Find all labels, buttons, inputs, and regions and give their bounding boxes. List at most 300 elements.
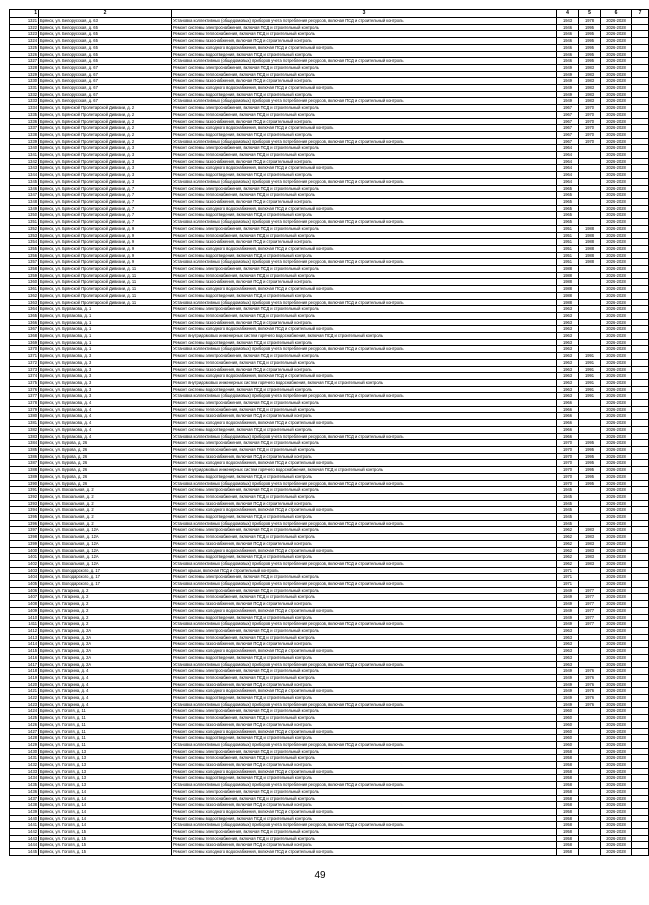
address-cell: Брянск, ул. Белорусская, д. 65 [39,31,172,38]
notes-cell [632,487,649,494]
year-built-cell: 1963 [557,373,579,380]
table-row [10,621,649,628]
year-last-repair-cell: 1983 [579,560,601,567]
work-type-cell: Ремонт системы холодного водоснабжения, включая ПСД и строительный контроль [172,768,557,775]
notes-cell [632,433,649,440]
repair-period-cell: 2026-2028 [601,708,632,715]
address-cell: Брянск, ул. Гагарина, д. 2А [39,627,172,634]
notes-cell [632,460,649,467]
repair-period-cell: 2026-2028 [601,748,632,755]
year-last-repair-cell [579,567,601,574]
year-built-cell: 1949 [557,98,579,105]
year-built-cell: 1958 [557,808,579,815]
table-row [10,118,649,125]
notes-cell [632,641,649,648]
address-cell: Брянск, ул. Вокзальная, д. 12А [39,554,172,561]
row-number-cell: 1351 [10,219,39,226]
year-last-repair-cell [579,768,601,775]
repair-period-cell: 2026-2028 [601,829,632,836]
year-built-cell: 1965 [557,185,579,192]
repair-period-cell: 2026-2028 [601,741,632,748]
address-cell: Брянск, ул. Брянской Пролетарской Дивизии, д. 11 [39,272,172,279]
row-number-cell: 1358 [10,266,39,273]
repair-period-cell: 2026-2028 [601,493,632,500]
row-number-cell: 1359 [10,272,39,279]
address-cell: Брянск, ул. Бурова, д. 26 [39,473,172,480]
year-built-cell: 1963 [557,346,579,353]
repair-period-cell: 2026-2028 [601,654,632,661]
year-built-cell: 1946 [557,51,579,58]
notes-cell [632,762,649,769]
notes-cell [632,266,649,273]
repair-period-cell: 2026-2028 [601,71,632,78]
address-cell: Брянск, ул. Гоголя, д. 14 [39,795,172,802]
address-cell: Брянск, ул. Брянской Пролетарской Дивизии, д. 11 [39,266,172,273]
row-number-cell: 1429 [10,741,39,748]
notes-cell [632,51,649,58]
row-number-cell: 1376 [10,386,39,393]
notes-cell [632,453,649,460]
year-built-cell: 1964 [557,152,579,159]
table-row [10,728,649,735]
row-number-cell: 1368 [10,333,39,340]
row-number-cell: 1382 [10,426,39,433]
row-number-cell: 1391 [10,487,39,494]
year-built-cell: 1963 [557,386,579,393]
notes-cell [632,654,649,661]
address-cell: Брянск, ул. Брянской Пролетарской Дивизии, д. 3 [39,152,172,159]
work-type-cell: Ремонт системы теплоснабжения, включая ПСД и строительный контроль [172,71,557,78]
row-number-cell: 1439 [10,808,39,815]
work-type-cell: Ремонт системы водоотведения, включая ПСД и строительный контроль [172,51,557,58]
year-last-repair-cell [579,212,601,219]
table-row [10,634,649,641]
work-type-cell: Ремонт системы водоотведения, включая ПСД и строительный контроль [172,386,557,393]
work-type-cell: Ремонт системы теплоснабжения, включая ПСД и строительный контроль [172,755,557,762]
year-last-repair-cell: 1995 [579,38,601,45]
repair-period-cell: 2026-2028 [601,560,632,567]
address-cell: Брянск, ул. Брянской Пролетарской Дивизии, д. 9 [39,239,172,246]
row-number-cell: 1383 [10,433,39,440]
table-row [10,312,649,319]
table-row [10,768,649,775]
row-number-cell: 1420 [10,681,39,688]
notes-cell [632,306,649,313]
work-type-cell: Ремонт системы водоотведения, включая ПСД и строительный контроль [172,212,557,219]
notes-cell [632,205,649,212]
repair-period-cell: 2026-2028 [601,849,632,856]
address-cell: Брянск, ул. Володарского, д. 17 [39,581,172,588]
year-last-repair-cell [579,319,601,326]
year-built-cell: 1946 [557,58,579,65]
address-cell: Брянск, ул. Вокзальная, д. 12А [39,527,172,534]
row-number-cell: 1421 [10,688,39,695]
year-built-cell: 1971 [557,581,579,588]
table-row [10,587,649,594]
notes-cell [632,668,649,675]
repair-period-cell: 2026-2028 [601,78,632,85]
work-type-cell: Установка коллективных (общедомовых) приборов учета потребления ресурсов, включая ПСД и строительный контроль [172,560,557,567]
repair-period-cell: 2026-2028 [601,386,632,393]
year-last-repair-cell [579,185,601,192]
work-type-cell: Установка коллективных (общедомовых) приборов учета потребления ресурсов, включая ПСД и строительный контроль [172,822,557,829]
table-row [10,78,649,85]
address-cell: Брянск, ул. Гоголя, д. 14 [39,788,172,795]
repair-period-cell: 2026-2028 [601,527,632,534]
table-row [10,152,649,159]
row-number-cell: 1442 [10,829,39,836]
table-row [10,695,649,702]
year-last-repair-cell: 1995 [579,447,601,454]
work-type-cell: Ремонт системы газоснабжения, включая ПСД и строительный контроль [172,842,557,849]
notes-cell [632,198,649,205]
year-built-cell: 1964 [557,178,579,185]
column-header-7: 7 [632,10,649,18]
table-row [10,339,649,346]
notes-cell [632,634,649,641]
row-number-cell: 1372 [10,359,39,366]
notes-cell [632,560,649,567]
work-type-cell: Ремонт системы газоснабжения, включая ПСД и строительный контроль [172,601,557,608]
notes-cell [632,91,649,98]
work-type-cell: Ремонт системы водоотведения, включая ПСД и строительный контроль [172,91,557,98]
year-built-cell: 1958 [557,829,579,836]
notes-cell [632,24,649,31]
notes-cell [632,554,649,561]
year-built-cell: 1963 [557,379,579,386]
notes-cell [632,540,649,547]
row-number-cell: 1419 [10,674,39,681]
address-cell: Брянск, ул. Брянской Пролетарской Дивизии, д. 3 [39,158,172,165]
row-number-cell: 1392 [10,493,39,500]
year-last-repair-cell: 1995 [579,473,601,480]
year-last-repair-cell: 1983 [579,98,601,105]
work-type-cell: Установка коллективных (общедомовых) приборов учета потребления ресурсов, включая ПСД и строительный контроль [172,219,557,226]
repair-period-cell: 2026-2028 [601,768,632,775]
row-number-cell: 1403 [10,567,39,574]
notes-cell [632,366,649,373]
row-number-cell: 1397 [10,527,39,534]
year-built-cell: 1960 [557,728,579,735]
repair-period-cell: 2026-2028 [601,111,632,118]
row-number-cell: 1321 [10,18,39,25]
table-row [10,467,649,474]
row-number-cell: 1367 [10,326,39,333]
table-row [10,493,649,500]
year-built-cell: 1949 [557,91,579,98]
table-row [10,607,649,614]
year-built-cell: 1963 [557,306,579,313]
table-row [10,627,649,634]
row-number-cell: 1375 [10,379,39,386]
notes-cell [632,621,649,628]
row-number-cell: 1445 [10,849,39,856]
address-cell: Брянск, ул. Гагарина, д. 4 [39,668,172,675]
year-last-repair-cell [579,219,601,226]
year-built-cell: 1964 [557,158,579,165]
notes-cell [632,721,649,728]
notes-cell [632,158,649,165]
notes-cell [632,373,649,380]
work-type-cell: Ремонт системы холодного водоснабжения, включая ПСД и строительный контроль [172,728,557,735]
repair-period-cell: 2026-2028 [601,634,632,641]
notes-cell [632,788,649,795]
work-type-cell: Ремонт системы водоотведения, включая ПСД и строительный контроль [172,735,557,742]
row-number-cell: 1428 [10,735,39,742]
work-type-cell: Ремонт системы электроснабжения, включая ПСД и строительный контроль [172,185,557,192]
notes-cell [632,815,649,822]
notes-cell [632,601,649,608]
year-built-cell: 1965 [557,205,579,212]
work-type-cell: Ремонт системы газоснабжения, включая ПСД и строительный контроль [172,762,557,769]
repair-period-cell: 2026-2028 [601,835,632,842]
repair-period-cell: 2026-2028 [601,31,632,38]
work-type-cell: Ремонт системы электроснабжения, включая ПСД и строительный контроль [172,440,557,447]
work-type-cell: Ремонт системы электроснабжения, включая ПСД и строительный контроль [172,306,557,313]
table-row [10,514,649,521]
row-number-cell: 1444 [10,842,39,849]
year-last-repair-cell: 1983 [579,534,601,541]
address-cell: Брянск, ул. Гоголя, д. 11 [39,741,172,748]
address-cell: Брянск, ул. Брянской Пролетарской Дивизии, д. 2 [39,131,172,138]
notes-cell [632,185,649,192]
year-last-repair-cell: 1976 [579,701,601,708]
address-cell: Брянск, ул. Бурлакова, д. 3 [39,373,172,380]
work-type-cell: Установка коллективных (общедомовых) приборов учета потребления ресурсов, включая ПСД и строительный контроль [172,480,557,487]
work-type-cell: Установка коллективных (общедомовых) приборов учета потребления ресурсов, включая ПСД и строительный контроль [172,178,557,185]
year-last-repair-cell [579,748,601,755]
table-row [10,266,649,273]
work-type-cell: Ремонт системы холодного водоснабжения, включая ПСД и строительный контроль [172,125,557,132]
table-row [10,808,649,815]
year-last-repair-cell: 1995 [579,480,601,487]
row-number-cell: 1330 [10,78,39,85]
table-row [10,520,649,527]
address-cell: Брянск, ул. Гоголя, д. 13 [39,782,172,789]
work-type-cell: Ремонт системы водоотведения, включая ПСД и строительный контроль [172,554,557,561]
repair-period-cell: 2026-2028 [601,158,632,165]
table-row [10,601,649,608]
address-cell: Брянск, ул. Гоголя, д. 11 [39,715,172,722]
work-type-cell: Ремонт системы холодного водоснабжения, включая ПСД и строительный контроль [172,460,557,467]
repair-period-cell: 2026-2028 [601,795,632,802]
work-type-cell: Ремонт системы холодного водоснабжения, включая ПСД и строительный контроль [172,205,557,212]
row-number-cell: 1364 [10,306,39,313]
repair-period-cell: 2026-2028 [601,198,632,205]
table-row [10,822,649,829]
repair-period-cell: 2026-2028 [601,131,632,138]
work-type-cell: Ремонт системы теплоснабжения, включая ПСД и строительный контроль [172,312,557,319]
notes-cell [632,627,649,634]
repair-period-cell: 2026-2028 [601,715,632,722]
repair-period-cell: 2026-2028 [601,286,632,293]
table-row [10,111,649,118]
year-built-cell: 1951 [557,259,579,266]
address-cell: Брянск, ул. Володарского, д. 17 [39,574,172,581]
notes-cell [632,232,649,239]
year-built-cell: 1949 [557,594,579,601]
address-cell: Брянск, ул. Брянской Пролетарской Дивизии, д. 11 [39,292,172,299]
notes-cell [632,178,649,185]
year-built-cell: 1963 [557,641,579,648]
year-last-repair-cell [579,299,601,306]
address-cell: Брянск, ул. Белорусская, д. 67 [39,71,172,78]
address-cell: Брянск, ул. Бурова, д. 26 [39,460,172,467]
repair-period-cell: 2026-2028 [601,299,632,306]
table-row [10,661,649,668]
repair-period-cell: 2026-2028 [601,373,632,380]
year-built-cell: 1958 [557,768,579,775]
table-row [10,560,649,567]
year-last-repair-cell [579,433,601,440]
year-built-cell: 1963 [557,634,579,641]
notes-cell [632,607,649,614]
year-built-cell: 1946 [557,38,579,45]
year-last-repair-cell [579,400,601,407]
table-row [10,775,649,782]
year-built-cell: 1966 [557,413,579,420]
row-number-cell: 1377 [10,393,39,400]
repair-period-cell: 2026-2028 [601,668,632,675]
year-built-cell: 1971 [557,574,579,581]
row-number-cell: 1378 [10,400,39,407]
table-row [10,306,649,313]
year-last-repair-cell: 1988 [579,252,601,259]
notes-cell [632,118,649,125]
year-last-repair-cell [579,581,601,588]
work-type-cell: Ремонт системы газоснабжения, включая ПСД и строительный контроль [172,500,557,507]
year-last-repair-cell [579,755,601,762]
table-row [10,24,649,31]
row-number-cell: 1325 [10,44,39,51]
table-row [10,574,649,581]
row-number-cell: 1328 [10,64,39,71]
work-type-cell: Ремонт системы электроснабжения, включая ПСД и строительный контроль [172,145,557,152]
row-number-cell: 1331 [10,85,39,92]
year-last-repair-cell: 1995 [579,58,601,65]
year-built-cell: 1958 [557,802,579,809]
notes-cell [632,728,649,735]
table-row [10,98,649,105]
repair-period-cell: 2026-2028 [601,815,632,822]
address-cell: Брянск, ул. Белорусская, д. 67 [39,78,172,85]
address-cell: Брянск, ул. Бурлакова, д. 3 [39,353,172,360]
work-type-cell: Ремонт системы теплоснабжения, включая ПСД и строительный контроль [172,674,557,681]
work-type-cell: Ремонт системы холодного водоснабжения, включая ПСД и строительный контроль [172,607,557,614]
address-cell: Брянск, ул. Бурлакова, д. 1 [39,333,172,340]
repair-period-cell: 2026-2028 [601,346,632,353]
repair-period-cell: 2026-2028 [601,420,632,427]
table-row [10,447,649,454]
column-header-4: 4 [557,10,579,18]
work-type-cell: Ремонт системы теплоснабжения, включая ПСД и строительный контроль [172,634,557,641]
table-row [10,748,649,755]
notes-cell [632,105,649,112]
year-last-repair-cell: 1983 [579,91,601,98]
notes-cell [632,782,649,789]
year-last-repair-cell: 1991 [579,366,601,373]
work-type-cell: Установка коллективных (общедомовых) приборов учета потребления ресурсов, включая ПСД и строительный контроль [172,433,557,440]
address-cell: Брянск, ул. Брянской Пролетарской Дивизии, д. 7 [39,212,172,219]
repair-period-cell: 2026-2028 [601,534,632,541]
year-built-cell: 1970 [557,460,579,467]
year-last-repair-cell: 1983 [579,554,601,561]
address-cell: Брянск, ул. Брянской Пролетарской Дивизии, д. 9 [39,225,172,232]
address-cell: Брянск, ул. Бурова, д. 26 [39,467,172,474]
table-row [10,219,649,226]
year-built-cell: 1951 [557,225,579,232]
year-built-cell: 1963 [557,359,579,366]
repair-period-cell: 2026-2028 [601,138,632,145]
year-last-repair-cell [579,493,601,500]
table-row [10,299,649,306]
year-last-repair-cell: 1976 [579,695,601,702]
repair-period-cell: 2026-2028 [601,239,632,246]
address-cell: Брянск, ул. Гоголя, д. 11 [39,721,172,728]
row-number-cell: 1402 [10,560,39,567]
year-last-repair-cell: 1977 [579,607,601,614]
address-cell: Брянск, ул. Гоголя, д. 13 [39,768,172,775]
table-row [10,239,649,246]
notes-cell [632,574,649,581]
notes-cell [632,520,649,527]
year-last-repair-cell [579,802,601,809]
repair-period-cell: 2026-2028 [601,24,632,31]
year-built-cell: 1966 [557,406,579,413]
row-number-cell: 1440 [10,815,39,822]
row-number-cell: 1390 [10,480,39,487]
table-row [10,681,649,688]
table-row [10,440,649,447]
year-built-cell: 1965 [557,212,579,219]
year-last-repair-cell [579,574,601,581]
row-number-cell: 1385 [10,447,39,454]
repair-period-cell: 2026-2028 [601,808,632,815]
repair-period-cell: 2026-2028 [601,118,632,125]
notes-cell [632,701,649,708]
address-cell: Брянск, ул. Бурлакова, д. 1 [39,339,172,346]
address-cell: Брянск, ул. Гоголя, д. 13 [39,762,172,769]
notes-cell [632,192,649,199]
address-cell: Брянск, ул. Вокзальная, д. 12А [39,560,172,567]
row-number-cell: 1406 [10,587,39,594]
year-built-cell: 1949 [557,688,579,695]
work-type-cell: Ремонт системы теплоснабжения, включая ПСД и строительный контроль [172,493,557,500]
year-built-cell: 1958 [557,755,579,762]
table-row [10,205,649,212]
work-type-cell: Ремонт системы электроснабжения, включая ПСД и строительный контроль [172,708,557,715]
work-type-cell: Ремонт системы холодного водоснабжения, включая ПСД и строительный контроль [172,165,557,172]
address-cell: Брянск, ул. Бурлакова, д. 3 [39,386,172,393]
table-row [10,741,649,748]
notes-cell [632,587,649,594]
row-number-cell: 1357 [10,259,39,266]
address-cell: Брянск, ул. Белорусская, д. 67 [39,85,172,92]
notes-cell [632,514,649,521]
notes-cell [632,741,649,748]
repair-period-cell: 2026-2028 [601,44,632,51]
repair-period-cell: 2026-2028 [601,326,632,333]
work-type-cell: Ремонт системы водоотведения, включая ПСД и строительный контроль [172,292,557,299]
year-last-repair-cell [579,346,601,353]
row-number-cell: 1333 [10,98,39,105]
year-last-repair-cell: 1988 [579,232,601,239]
notes-cell [632,299,649,306]
notes-cell [632,239,649,246]
year-built-cell: 1963 [557,319,579,326]
work-type-cell: Ремонт системы электроснабжения, включая ПСД и строительный контроль [172,668,557,675]
year-built-cell: 1949 [557,64,579,71]
